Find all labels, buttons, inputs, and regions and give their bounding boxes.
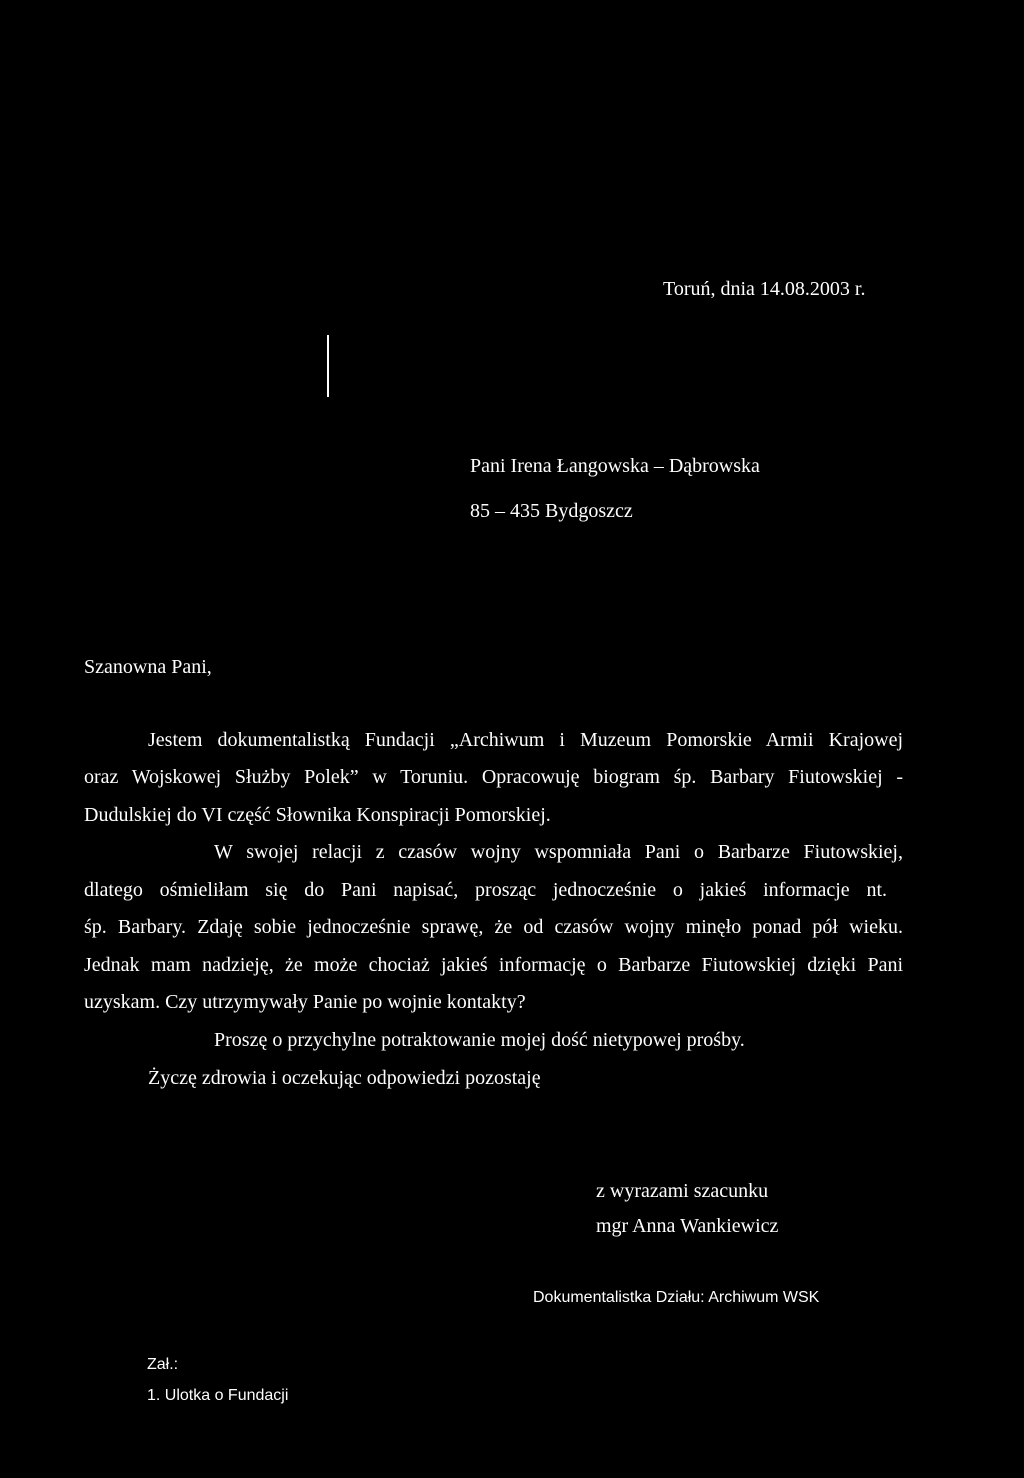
body-line-7: Jednak mam nadzieję, że może chociaż jakieś informację o Barbarze Fiutowskiej dzięki Pani [84, 954, 903, 976]
body-line-2: oraz Wojskowej Służby Polek” w Toruniu. Opracowuję biogram śp. Barbary Fiutowskiej - [84, 766, 903, 788]
attachments-label: Zał.: [147, 1356, 179, 1373]
body-line-1: Jestem dokumentalistką Fundacji „Archiwum i Muzeum Pomorskie Armii Krajowej [148, 729, 903, 751]
body-line-10: Życzę zdrowia i oczekując odpowiedzi pozostaję [148, 1067, 541, 1089]
body-line-4: W swojej relacji z czasów wojny wspomniała Pani o Barbarze Fiutowskiej, [214, 841, 903, 863]
body-line-6: śp. Barbary. Zdaję sobie jednocześnie sprawę, że od czasów wojny minęło ponad pół wieku. [84, 916, 903, 938]
body-line-8: uzyskam. Czy utrzymywały Panie po wojnie kontakty? [84, 991, 526, 1013]
salutation: Szanowna Pani, [84, 656, 212, 678]
body-line-5: dlatego ośmieliłam się do Pani napisać, prosząc jednocześnie o jakieś informacje nt. [84, 879, 887, 901]
attachment-item: 1. Ulotka o Fundacji [147, 1387, 289, 1404]
recipient-city: 85 – 435 Bydgoszcz [470, 500, 633, 522]
letter-date: Toruń, dnia 14.08.2003 r. [663, 278, 866, 300]
margin-mark [327, 335, 329, 397]
body-line-3: Dudulskiej do VI część Słownika Konspiracji Pomorskiej. [84, 804, 551, 826]
closing: z wyrazami szacunku [596, 1180, 769, 1202]
signer-title: Dokumentalistka Działu: Archiwum WSK [533, 1289, 820, 1306]
signer-name: mgr Anna Wankiewicz [596, 1215, 779, 1237]
body-line-9: Proszę o przychylne potraktowanie mojej dość nietypowej prośby. [214, 1029, 745, 1051]
recipient-name: Pani Irena Łangowska – Dąbrowska [470, 455, 760, 477]
